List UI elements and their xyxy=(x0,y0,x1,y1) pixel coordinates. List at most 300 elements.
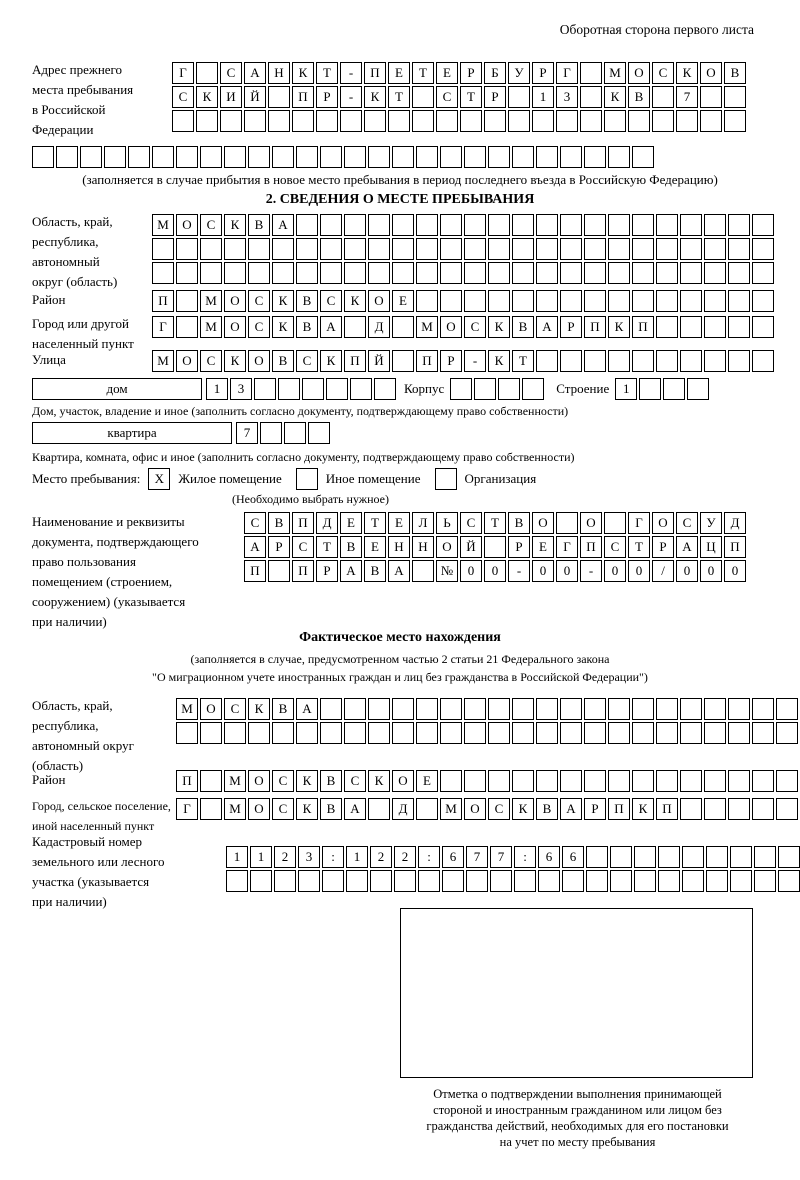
street-cell[interactable]: С xyxy=(200,350,222,372)
region-cell[interactable] xyxy=(656,262,678,284)
region-cell[interactable] xyxy=(248,262,270,284)
region-row[interactable] xyxy=(176,722,800,744)
prev-address-cell[interactable]: 3 xyxy=(556,86,578,108)
prev-address-cell[interactable] xyxy=(700,110,722,132)
document-cell[interactable]: С xyxy=(244,512,266,534)
district-cell[interactable] xyxy=(416,290,438,312)
region-cell[interactable] xyxy=(608,214,630,236)
stroenie-cells[interactable] xyxy=(615,378,711,400)
dom-cell[interactable] xyxy=(278,378,300,400)
document-cell[interactable]: Т xyxy=(628,536,650,558)
city-cell[interactable] xyxy=(752,798,774,820)
city-cell[interactable]: П xyxy=(656,798,678,820)
region-cell[interactable] xyxy=(440,262,462,284)
prev-address-cell[interactable] xyxy=(412,110,434,132)
street-cell[interactable] xyxy=(752,350,774,372)
city-cell[interactable] xyxy=(392,316,414,338)
document-cell[interactable]: С xyxy=(676,512,698,534)
city-cell[interactable] xyxy=(200,798,222,820)
prev-address-cell[interactable]: К xyxy=(676,62,698,84)
city-cell[interactable]: В xyxy=(536,798,558,820)
region-cell[interactable] xyxy=(584,238,606,260)
cadastral-cell[interactable]: 1 xyxy=(226,846,248,868)
region-row[interactable] xyxy=(176,698,800,720)
document-cell[interactable]: Г xyxy=(556,536,578,558)
street-cell[interactable]: Р xyxy=(440,350,462,372)
prev-address-cell[interactable]: С xyxy=(436,86,458,108)
cadastral-cell[interactable] xyxy=(682,846,704,868)
district-cell[interactable]: В xyxy=(296,290,318,312)
district-cell[interactable] xyxy=(608,770,630,792)
prev-address-cell[interactable] xyxy=(344,146,366,168)
region-cell[interactable] xyxy=(416,238,438,260)
region-cell[interactable] xyxy=(464,262,486,284)
region-cell[interactable] xyxy=(608,238,630,260)
cadastral-cell[interactable] xyxy=(706,870,728,892)
street-cell[interactable]: Й xyxy=(368,350,390,372)
prev-address-cell[interactable]: Т xyxy=(388,86,410,108)
document-cell[interactable]: 0 xyxy=(700,560,722,582)
district-cell[interactable] xyxy=(680,290,702,312)
street-cell[interactable]: К xyxy=(488,350,510,372)
prev-address-cell[interactable] xyxy=(224,146,246,168)
region-cell[interactable] xyxy=(272,722,294,744)
cadastral-cell[interactable] xyxy=(634,846,656,868)
actual-district-grid[interactable] xyxy=(176,770,800,792)
region-cell[interactable] xyxy=(392,238,414,260)
prev-address-cell[interactable]: К xyxy=(196,86,218,108)
korpus-cell[interactable] xyxy=(522,378,544,400)
region-cell[interactable] xyxy=(704,238,726,260)
cadastral-cell[interactable] xyxy=(250,870,272,892)
region-cell[interactable] xyxy=(512,698,534,720)
region-cell[interactable] xyxy=(704,698,726,720)
prev-address-cell[interactable] xyxy=(724,110,746,132)
region-cell[interactable] xyxy=(440,214,462,236)
region-cell[interactable] xyxy=(752,214,774,236)
prev-address-cell[interactable] xyxy=(584,146,606,168)
street-cell[interactable]: О xyxy=(248,350,270,372)
district-cell[interactable] xyxy=(728,770,750,792)
street-cell[interactable]: П xyxy=(416,350,438,372)
document-cell[interactable]: Е xyxy=(340,512,362,534)
prev-address-cell[interactable]: Г xyxy=(172,62,194,84)
region-cell[interactable]: В xyxy=(272,698,294,720)
cadastral-row[interactable] xyxy=(226,870,800,892)
prev-address-cell[interactable] xyxy=(632,146,654,168)
prev-address-cell[interactable]: К xyxy=(364,86,386,108)
region-cell[interactable] xyxy=(656,214,678,236)
prev-address-grid[interactable] xyxy=(172,62,748,132)
region-cell[interactable] xyxy=(344,722,366,744)
document-cell[interactable]: Ь xyxy=(436,512,458,534)
region-cell[interactable] xyxy=(752,262,774,284)
region-cell[interactable] xyxy=(584,722,606,744)
cadastral-cell[interactable] xyxy=(682,870,704,892)
region-cell[interactable] xyxy=(200,238,222,260)
region-cell[interactable] xyxy=(680,238,702,260)
dom-cells[interactable] xyxy=(206,378,398,400)
district-cell[interactable]: О xyxy=(248,770,270,792)
region-cell[interactable] xyxy=(632,238,654,260)
prev-address-cell[interactable] xyxy=(196,62,218,84)
prev-address-cell[interactable]: М xyxy=(604,62,626,84)
district-cell[interactable]: С xyxy=(248,290,270,312)
region-cell[interactable] xyxy=(344,214,366,236)
prev-address-cell[interactable]: Е xyxy=(388,62,410,84)
prev-address-cell[interactable]: 7 xyxy=(676,86,698,108)
cadastral-cell[interactable] xyxy=(490,870,512,892)
city-cell[interactable]: М xyxy=(200,316,222,338)
region-cell[interactable] xyxy=(680,722,702,744)
region-cell[interactable] xyxy=(536,722,558,744)
dom-cell[interactable]: 3 xyxy=(230,378,252,400)
prev-address-cell[interactable] xyxy=(412,86,434,108)
district-cell[interactable]: П xyxy=(176,770,198,792)
prev-address-cell[interactable] xyxy=(440,146,462,168)
prev-address-cell[interactable] xyxy=(244,110,266,132)
city-cell[interactable]: К xyxy=(608,316,630,338)
section2-region-grid[interactable] xyxy=(152,214,776,284)
district-cell[interactable] xyxy=(440,770,462,792)
flat-cells[interactable] xyxy=(236,422,332,444)
region-cell[interactable] xyxy=(584,698,606,720)
document-cell[interactable]: С xyxy=(292,536,314,558)
region-cell[interactable] xyxy=(320,262,342,284)
region-cell[interactable] xyxy=(272,262,294,284)
actual-region-grid[interactable] xyxy=(176,698,800,744)
checkbox-organizaciya[interactable] xyxy=(435,468,457,490)
region-cell[interactable] xyxy=(440,238,462,260)
region-cell[interactable] xyxy=(632,698,654,720)
region-cell[interactable] xyxy=(200,722,222,744)
region-cell[interactable] xyxy=(368,698,390,720)
prev-address-cell[interactable] xyxy=(628,110,650,132)
district-cell[interactable] xyxy=(560,290,582,312)
cadastral-cell[interactable]: 3 xyxy=(298,846,320,868)
region-cell[interactable] xyxy=(656,698,678,720)
district-cell[interactable] xyxy=(560,770,582,792)
region-cell[interactable]: М xyxy=(152,214,174,236)
checkbox-inoe[interactable] xyxy=(296,468,318,490)
city-cell[interactable]: Р xyxy=(560,316,582,338)
document-cell[interactable]: В xyxy=(268,512,290,534)
actual-city-grid[interactable] xyxy=(176,798,800,820)
district-cell[interactable] xyxy=(752,770,774,792)
city-cell[interactable]: А xyxy=(320,316,342,338)
document-cell[interactable]: Е xyxy=(388,512,410,534)
prev-address-cell[interactable]: О xyxy=(700,62,722,84)
region-cell[interactable] xyxy=(632,722,654,744)
region-cell[interactable] xyxy=(248,722,270,744)
document-cell[interactable]: Р xyxy=(316,560,338,582)
city-cell[interactable] xyxy=(728,316,750,338)
street-cell[interactable] xyxy=(584,350,606,372)
district-cell[interactable]: К xyxy=(296,770,318,792)
flat-line[interactable] xyxy=(32,422,332,444)
region-cell[interactable] xyxy=(296,262,318,284)
region-cell[interactable] xyxy=(776,698,798,720)
region-row[interactable] xyxy=(152,238,776,260)
region-cell[interactable] xyxy=(320,698,342,720)
cadastral-cell[interactable] xyxy=(754,870,776,892)
prev-address-bottom-row[interactable] xyxy=(32,146,656,168)
city-cell[interactable] xyxy=(368,798,390,820)
region-cell[interactable]: М xyxy=(176,698,198,720)
document-cell[interactable]: 0 xyxy=(676,560,698,582)
stroenie-cell[interactable]: 1 xyxy=(615,378,637,400)
document-cell[interactable] xyxy=(412,560,434,582)
city-cell[interactable] xyxy=(776,798,798,820)
prev-address-cell[interactable]: Н xyxy=(268,62,290,84)
city-cell[interactable]: В xyxy=(320,798,342,820)
document-cell[interactable]: Ц xyxy=(700,536,722,558)
prev-address-cell[interactable] xyxy=(32,146,54,168)
cadastral-cell[interactable]: 7 xyxy=(466,846,488,868)
cadastral-cell[interactable] xyxy=(562,870,584,892)
document-cell[interactable] xyxy=(556,512,578,534)
prev-address-cell[interactable]: С xyxy=(220,62,242,84)
cadastral-cell[interactable] xyxy=(394,870,416,892)
region-cell[interactable] xyxy=(416,722,438,744)
region-cell[interactable] xyxy=(176,262,198,284)
city-cell[interactable]: Д xyxy=(368,316,390,338)
prev-address-cell[interactable] xyxy=(340,110,362,132)
region-cell[interactable] xyxy=(656,722,678,744)
cadastral-cell[interactable] xyxy=(442,870,464,892)
region-cell[interactable] xyxy=(344,262,366,284)
prev-address-cell[interactable]: В xyxy=(628,86,650,108)
city-cell[interactable]: К xyxy=(632,798,654,820)
region-cell[interactable] xyxy=(560,698,582,720)
district-cell[interactable]: О xyxy=(224,290,246,312)
region-cell[interactable] xyxy=(704,262,726,284)
document-grid[interactable] xyxy=(244,512,748,582)
region-cell[interactable] xyxy=(680,262,702,284)
region-cell[interactable] xyxy=(680,214,702,236)
city-cell[interactable] xyxy=(752,316,774,338)
region-cell[interactable] xyxy=(320,722,342,744)
region-cell[interactable] xyxy=(584,262,606,284)
document-cell[interactable]: П xyxy=(580,536,602,558)
district-cell[interactable] xyxy=(704,770,726,792)
city-cell[interactable] xyxy=(656,316,678,338)
region-cell[interactable] xyxy=(656,238,678,260)
region-cell[interactable] xyxy=(392,698,414,720)
prev-address-cell[interactable]: Р xyxy=(460,62,482,84)
region-cell[interactable]: К xyxy=(224,214,246,236)
street-cell[interactable] xyxy=(560,350,582,372)
document-cell[interactable]: П xyxy=(292,560,314,582)
prev-address-cell[interactable]: Б xyxy=(484,62,506,84)
document-cell[interactable] xyxy=(484,536,506,558)
cadastral-cell[interactable] xyxy=(346,870,368,892)
region-cell[interactable] xyxy=(752,722,774,744)
prev-address-cell[interactable]: П xyxy=(292,86,314,108)
document-cell[interactable] xyxy=(268,560,290,582)
house-line[interactable] xyxy=(32,378,711,400)
district-cell[interactable]: О xyxy=(392,770,414,792)
prev-address-cell[interactable]: К xyxy=(292,62,314,84)
region-cell[interactable] xyxy=(296,214,318,236)
cadastral-cell[interactable] xyxy=(298,870,320,892)
document-cell[interactable]: У xyxy=(700,512,722,534)
region-cell[interactable] xyxy=(224,722,246,744)
region-cell[interactable]: В xyxy=(248,214,270,236)
district-cell[interactable]: К xyxy=(344,290,366,312)
prev-address-cell[interactable] xyxy=(580,62,602,84)
region-cell[interactable] xyxy=(368,262,390,284)
district-cell[interactable]: В xyxy=(320,770,342,792)
document-cell[interactable]: О xyxy=(580,512,602,534)
region-cell[interactable] xyxy=(416,262,438,284)
region-cell[interactable] xyxy=(632,262,654,284)
region-cell[interactable] xyxy=(440,722,462,744)
region-cell[interactable] xyxy=(368,214,390,236)
document-cell[interactable] xyxy=(604,512,626,534)
cadastral-cell[interactable]: 2 xyxy=(394,846,416,868)
region-cell[interactable]: О xyxy=(176,214,198,236)
prev-address-cell[interactable] xyxy=(464,146,486,168)
document-cell[interactable]: В xyxy=(364,560,386,582)
prev-address-cell[interactable] xyxy=(196,110,218,132)
district-cell[interactable] xyxy=(512,290,534,312)
street-cell[interactable]: С xyxy=(296,350,318,372)
prev-address-cell[interactable] xyxy=(608,146,630,168)
region-cell[interactable] xyxy=(392,214,414,236)
cadastral-cell[interactable] xyxy=(778,846,800,868)
region-cell[interactable] xyxy=(464,238,486,260)
prev-address-cell[interactable] xyxy=(248,146,270,168)
street-cell[interactable]: О xyxy=(176,350,198,372)
document-cell[interactable]: Т xyxy=(484,512,506,534)
region-cell[interactable] xyxy=(224,262,246,284)
city-cell[interactable] xyxy=(704,316,726,338)
stroenie-cell[interactable] xyxy=(687,378,709,400)
district-cell[interactable]: Е xyxy=(392,290,414,312)
cadastral-cell[interactable] xyxy=(226,870,248,892)
region-cell[interactable]: А xyxy=(296,698,318,720)
district-cell[interactable]: С xyxy=(320,290,342,312)
cadastral-cell[interactable]: 2 xyxy=(370,846,392,868)
district-cell[interactable]: О xyxy=(368,290,390,312)
district-cell[interactable] xyxy=(488,290,510,312)
region-cell[interactable] xyxy=(320,214,342,236)
city-cell[interactable]: О xyxy=(248,798,270,820)
street-cell[interactable] xyxy=(608,350,630,372)
region-cell[interactable] xyxy=(392,262,414,284)
prev-address-cell[interactable] xyxy=(152,146,174,168)
region-cell[interactable] xyxy=(704,214,726,236)
district-cell[interactable]: К xyxy=(368,770,390,792)
region-cell[interactable] xyxy=(608,698,630,720)
city-cell[interactable] xyxy=(680,316,702,338)
document-cell[interactable]: № xyxy=(436,560,458,582)
region-cell[interactable] xyxy=(728,262,750,284)
cadastral-cell[interactable] xyxy=(610,846,632,868)
street-cell[interactable]: К xyxy=(224,350,246,372)
dom-cell[interactable] xyxy=(326,378,348,400)
document-cell[interactable]: 0 xyxy=(628,560,650,582)
place-type-row[interactable] xyxy=(32,468,536,490)
region-cell[interactable] xyxy=(536,214,558,236)
cadastral-cell[interactable]: 6 xyxy=(562,846,584,868)
document-row[interactable] xyxy=(244,512,748,534)
prev-address-row[interactable] xyxy=(172,110,748,132)
region-cell[interactable]: А xyxy=(272,214,294,236)
region-cell[interactable] xyxy=(488,238,510,260)
district-cell[interactable] xyxy=(176,290,198,312)
region-cell[interactable] xyxy=(680,698,702,720)
district-cell[interactable]: С xyxy=(272,770,294,792)
region-cell[interactable] xyxy=(224,238,246,260)
cadastral-cell[interactable]: : xyxy=(514,846,536,868)
region-cell[interactable] xyxy=(728,214,750,236)
street-cell[interactable]: П xyxy=(344,350,366,372)
city-cell[interactable]: П xyxy=(608,798,630,820)
city-cell[interactable]: С xyxy=(248,316,270,338)
document-cell[interactable]: А xyxy=(244,536,266,558)
city-cell[interactable]: С xyxy=(272,798,294,820)
street-cell[interactable] xyxy=(680,350,702,372)
region-cell[interactable] xyxy=(464,214,486,236)
prev-address-row[interactable] xyxy=(172,62,748,84)
region-cell[interactable] xyxy=(416,698,438,720)
cadastral-cell[interactable] xyxy=(730,870,752,892)
document-cell[interactable]: Н xyxy=(412,536,434,558)
cadastral-cell[interactable] xyxy=(754,846,776,868)
document-cell[interactable]: Г xyxy=(628,512,650,534)
document-cell[interactable]: 0 xyxy=(604,560,626,582)
cadastral-cell[interactable]: 1 xyxy=(250,846,272,868)
prev-address-cell[interactable]: С xyxy=(652,62,674,84)
city-cell[interactable]: Г xyxy=(152,316,174,338)
district-cell[interactable] xyxy=(632,770,654,792)
cadastral-cell[interactable] xyxy=(610,870,632,892)
street-cell[interactable]: М xyxy=(152,350,174,372)
region-cell[interactable] xyxy=(776,722,798,744)
cadastral-cell[interactable] xyxy=(658,846,680,868)
dom-cell[interactable] xyxy=(254,378,276,400)
prev-address-cell[interactable]: Т xyxy=(316,62,338,84)
region-cell[interactable] xyxy=(368,722,390,744)
prev-address-cell[interactable]: Й xyxy=(244,86,266,108)
region-cell[interactable]: О xyxy=(200,698,222,720)
city-cell[interactable]: А xyxy=(536,316,558,338)
prev-address-cell[interactable] xyxy=(272,146,294,168)
district-cell[interactable]: П xyxy=(152,290,174,312)
region-cell[interactable] xyxy=(488,722,510,744)
dom-cell[interactable] xyxy=(350,378,372,400)
district-cell[interactable] xyxy=(440,290,462,312)
document-cell[interactable]: Р xyxy=(268,536,290,558)
district-cell[interactable] xyxy=(632,290,654,312)
region-cell[interactable] xyxy=(536,238,558,260)
district-cell[interactable] xyxy=(584,290,606,312)
korpus-cell[interactable] xyxy=(474,378,496,400)
region-cell[interactable] xyxy=(560,722,582,744)
region-cell[interactable] xyxy=(392,722,414,744)
city-cell[interactable]: О xyxy=(464,798,486,820)
city-cell[interactable]: Р xyxy=(584,798,606,820)
stroenie-cell[interactable] xyxy=(663,378,685,400)
region-cell[interactable] xyxy=(512,722,534,744)
prev-address-cell[interactable] xyxy=(556,110,578,132)
prev-address-cell[interactable]: Р xyxy=(532,62,554,84)
district-cell[interactable] xyxy=(512,770,534,792)
city-cell[interactable]: В xyxy=(512,316,534,338)
region-cell[interactable] xyxy=(488,214,510,236)
